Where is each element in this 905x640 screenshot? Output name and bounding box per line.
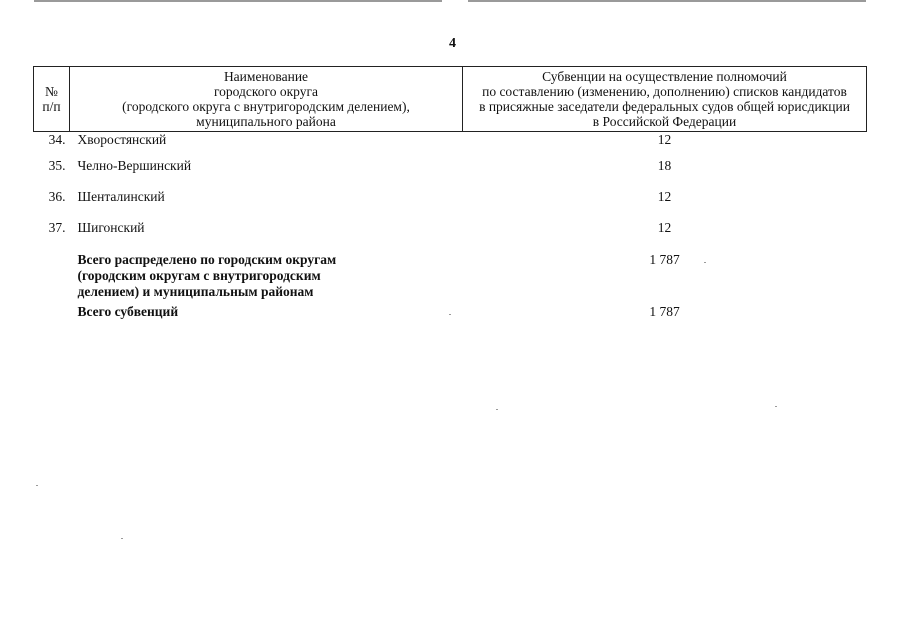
total-subventions-value: 1 787: [649, 304, 680, 319]
total-subventions-row: [34, 300, 867, 320]
district-name: Шигонский: [77, 220, 145, 235]
table-row: [34, 215, 867, 246]
scan-speck: [496, 409, 498, 410]
header-name-line: Наименование: [223, 69, 309, 84]
header-number: [34, 67, 70, 132]
header-subvention: [463, 67, 867, 132]
header-subvention-line: Субвенции на осуществление полномочий: [542, 69, 787, 84]
table-row: [34, 153, 867, 184]
table-row: [34, 184, 867, 215]
total-distributed-label-line: (городским округам с внутригородским: [77, 268, 321, 283]
total-distributed-label: [70, 246, 463, 300]
header-number-line: №: [45, 84, 58, 99]
total-distributed-row: [34, 246, 867, 300]
total-subventions-label: Всего субвенций: [77, 304, 179, 319]
row-number: 36.: [48, 189, 66, 204]
page-number: 4: [449, 36, 456, 51]
header-name: [70, 67, 463, 132]
row-number-empty: [34, 300, 70, 320]
total-distributed-label-line: Всего распределено по городским округам: [77, 252, 337, 267]
total-distributed-value: 1 787: [649, 252, 680, 267]
row-number-empty: [34, 246, 70, 300]
row-number: 34.: [48, 132, 66, 147]
header-subvention-line: в Российской Федерации: [592, 114, 737, 129]
scan-speck: [121, 538, 123, 539]
scan-edge-left: [34, 0, 442, 2]
district-name: Хворостянский: [77, 132, 167, 147]
row-number: 35.: [48, 158, 66, 173]
district-name: Шенталинский: [77, 189, 165, 204]
total-distributed-label-line: делением) и муниципальным районам: [77, 284, 314, 299]
district-name: Челно-Вершинский: [77, 158, 192, 173]
subvention-value: 12: [657, 132, 672, 147]
row-number: 37.: [48, 220, 66, 235]
table-header-row: [34, 67, 867, 132]
subvention-value: 12: [657, 189, 672, 204]
header-name-line: муниципального района: [196, 114, 336, 129]
subventions-table: [33, 66, 867, 320]
subvention-value: 18: [657, 158, 672, 173]
header-name-line: (городского округа с внутригородским делением),: [122, 99, 410, 114]
scan-speck: [36, 485, 38, 486]
subvention-value: 12: [657, 220, 672, 235]
header-subvention-line: в присяжные заседатели федеральных судов общей юрисдикции: [479, 99, 850, 114]
table-row: [34, 132, 867, 154]
scan-speck: [775, 406, 777, 407]
header-number-line: п/п: [42, 99, 61, 114]
scan-edge-right: [468, 0, 866, 2]
header-subvention-line: по составлению (изменению, дополнению) списков кандидатов: [482, 84, 847, 99]
header-name-line: городского округа: [213, 84, 319, 99]
